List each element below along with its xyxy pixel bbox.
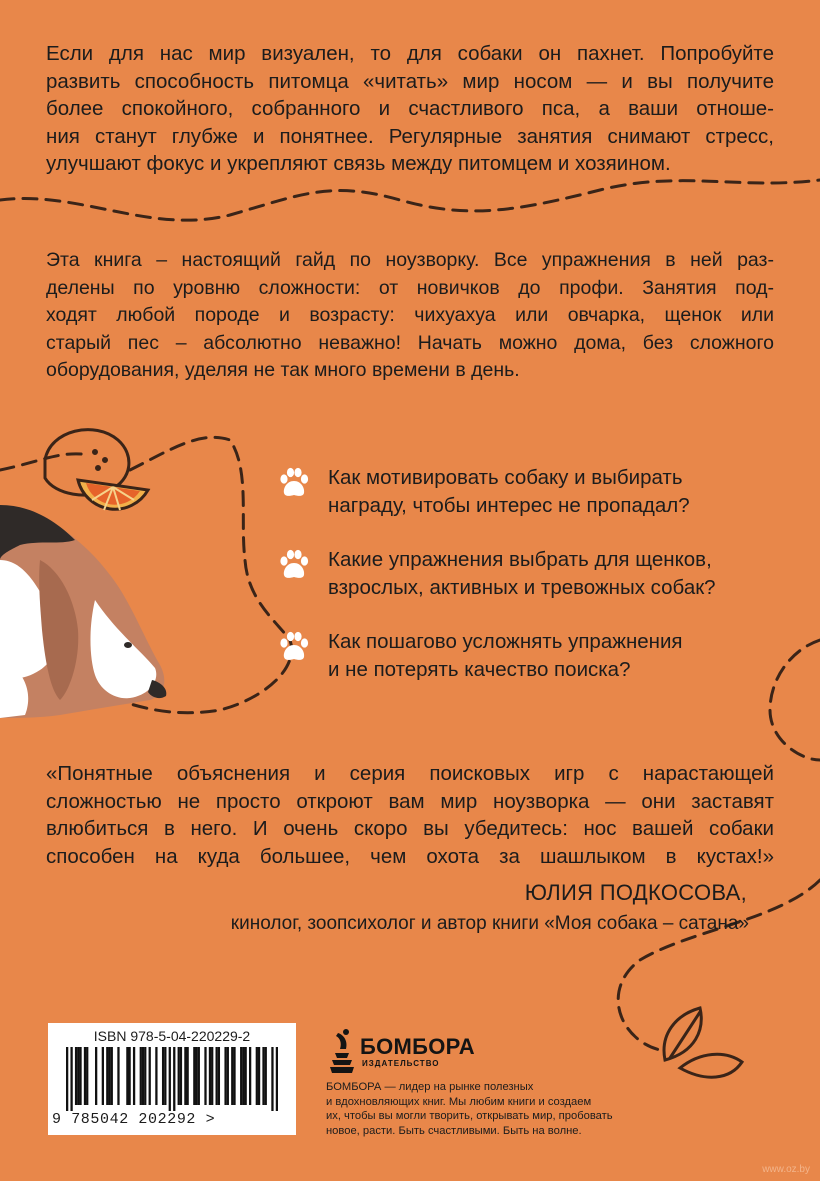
- barcode-bar: [140, 1047, 142, 1105]
- barcode-bar: [242, 1047, 244, 1105]
- barcode-bar: [106, 1047, 108, 1105]
- publisher-name: БОМБОРА: [360, 1034, 475, 1059]
- guide-line: старый пес – абсолютно неважно! Начать можно дома, без сложного: [46, 331, 774, 354]
- barcode-bar: [178, 1047, 180, 1105]
- intro-line: ния станут глубже и понятнее. Регулярные занятия снимают стресс,: [46, 124, 774, 148]
- paw-icon: [276, 466, 312, 502]
- paw-icon: [276, 630, 312, 666]
- guide-line: делены по уровню сложности: от новичков до профи. Занятия под-: [46, 276, 774, 299]
- barcode-bar: [164, 1047, 166, 1105]
- barcode-bar: [240, 1047, 242, 1105]
- publisher-subtitle: ИЗДАТЕЛЬСТВО: [362, 1059, 440, 1068]
- barcode-bar: [75, 1047, 77, 1105]
- barcode-bar: [128, 1047, 130, 1105]
- quote-line: влюбиться в него. И очень скоро вы убедитесь: нос вашей собаки: [46, 817, 774, 841]
- barcode-bar: [276, 1047, 278, 1111]
- barcode-bar: [265, 1047, 267, 1105]
- barcode-bar: [211, 1047, 213, 1105]
- intro-line: улучшают фокус и укрепляют связь между питомцем и хозяином.: [46, 152, 671, 176]
- beagle-dog-illustration: [0, 505, 166, 718]
- barcode-bar: [149, 1047, 151, 1105]
- barcode-bar: [169, 1047, 171, 1111]
- bullet-text: [328, 464, 690, 520]
- bullet-text: [328, 546, 716, 602]
- barcode-bar: [249, 1047, 251, 1105]
- publisher-description-line: новое, расти. Быть счастливыми. Быть на волне.: [326, 1124, 582, 1137]
- barcode-bar: [79, 1047, 81, 1105]
- barcode-bar: [227, 1047, 229, 1105]
- barcode-bar: [187, 1047, 189, 1105]
- barcode-bar: [245, 1047, 247, 1105]
- guide-line: ходят любой породе и возрасту: чихуахуа или овчарка, щенок или: [46, 304, 774, 327]
- barcode-bar: [209, 1047, 211, 1105]
- publisher-description-line: и вдохновляющих книг. Мы любим книги и создаем: [326, 1095, 592, 1108]
- bullet-line: Как пошагово усложнять упражнения: [328, 630, 683, 653]
- barcode-bar: [256, 1047, 258, 1105]
- barcode-bar: [117, 1047, 119, 1105]
- guide-paragraph: [46, 247, 774, 385]
- publisher-description-line: их, чтобы вы могли творить, открывать мир, пробовать: [326, 1110, 613, 1122]
- publisher-description: [326, 1080, 656, 1138]
- publisher-logo-icon: [326, 1027, 358, 1075]
- bullet-text: [328, 628, 683, 684]
- barcode-bar: [155, 1047, 157, 1105]
- barcode-bar: [231, 1047, 233, 1105]
- barcode-bar: [173, 1047, 175, 1111]
- barcode-bar: [133, 1047, 135, 1105]
- barcode-bar: [180, 1047, 182, 1105]
- barcode-bar: [271, 1047, 273, 1111]
- publisher-logo: [326, 1027, 475, 1077]
- publisher-description-line: БОМБОРА — лидер на рынке полезных: [326, 1081, 534, 1093]
- barcode-bar: [204, 1047, 206, 1105]
- bullet-line: Как мотивировать собаку и выбирать: [328, 466, 683, 489]
- dashed-trail-top: [0, 180, 820, 220]
- intro-line: Если для нас мир визуален, то для собаки он пахнет. Попробуйте: [46, 42, 774, 65]
- orange-slice-icon: [78, 480, 148, 510]
- bullet-line: взрослых, активных и тревожных собак?: [328, 576, 716, 599]
- barcode-bar: [162, 1047, 164, 1105]
- barcode-bar: [233, 1047, 235, 1105]
- dashed-trail-right: [770, 640, 820, 760]
- barcode-bar: [95, 1047, 97, 1105]
- barcode-bar: [102, 1047, 104, 1105]
- barcode-bar: [111, 1047, 113, 1105]
- barcode-bar: [142, 1047, 144, 1105]
- watermark: www.oz.by: [762, 1164, 810, 1175]
- barcode-bar: [216, 1047, 218, 1105]
- guide-line: оборудования, уделяя не так много времени в день.: [46, 359, 520, 382]
- bullet-line: и не потерять качество поиска?: [328, 658, 631, 681]
- guide-line: Эта книга – настоящий гайд по ноузворку. Все упражнения в ней раз-: [46, 249, 774, 271]
- intro-line: развить способность питомца «читать» мир носом — и вы получите: [46, 69, 774, 93]
- leaf-icon: [664, 1008, 742, 1077]
- barcode-bar: [224, 1047, 226, 1105]
- barcode-bar: [262, 1047, 264, 1105]
- barcode-digits: 9 785042 202292 >: [52, 1111, 216, 1128]
- bullet-line: награду, чтобы интерес не пропадал?: [328, 494, 690, 517]
- barcode-icon: [66, 1047, 278, 1111]
- paw-icon: [276, 548, 312, 584]
- barcode-bar: [70, 1047, 72, 1111]
- barcode-block: [48, 1023, 296, 1135]
- quote-line: сложностью не просто откроют вам мир ноузворка — они заставят: [46, 789, 774, 813]
- quote-author-name: ЮЛИЯ ПОДКОСОВА,: [524, 880, 747, 905]
- barcode-bar: [193, 1047, 195, 1105]
- intro-paragraph: [46, 40, 774, 178]
- quote-line: «Понятные объяснения и серия поисковых игр с нарастающей: [46, 762, 774, 785]
- barcode-bar: [198, 1047, 200, 1105]
- barcode-bar: [84, 1047, 86, 1105]
- barcode-bar: [77, 1047, 79, 1105]
- isbn-number: ISBN 978-5-04-220229-2: [93, 1028, 251, 1044]
- quote-author-description: кинолог, зоопсихолог и автор книги «Моя собака – сатана»: [230, 913, 749, 934]
- barcode-bar: [218, 1047, 220, 1105]
- barcode-bar: [126, 1047, 128, 1105]
- barcode-bar: [86, 1047, 88, 1105]
- barcode-bar: [258, 1047, 260, 1105]
- barcode-bar: [66, 1047, 68, 1111]
- barcode-bar: [184, 1047, 186, 1105]
- quote-line: способен на куда большее, чем охота за шашлыком в кустах!»: [46, 844, 774, 868]
- bullet-line: Какие упражнения выбрать для щенков,: [328, 548, 712, 571]
- barcode-bar: [108, 1047, 110, 1105]
- barcode-bar: [195, 1047, 197, 1105]
- intro-line: более спокойного, собранного и счастливого пса, а ваши отноше-: [46, 97, 774, 121]
- review-quote: [46, 760, 774, 870]
- barcode-bar: [144, 1047, 146, 1105]
